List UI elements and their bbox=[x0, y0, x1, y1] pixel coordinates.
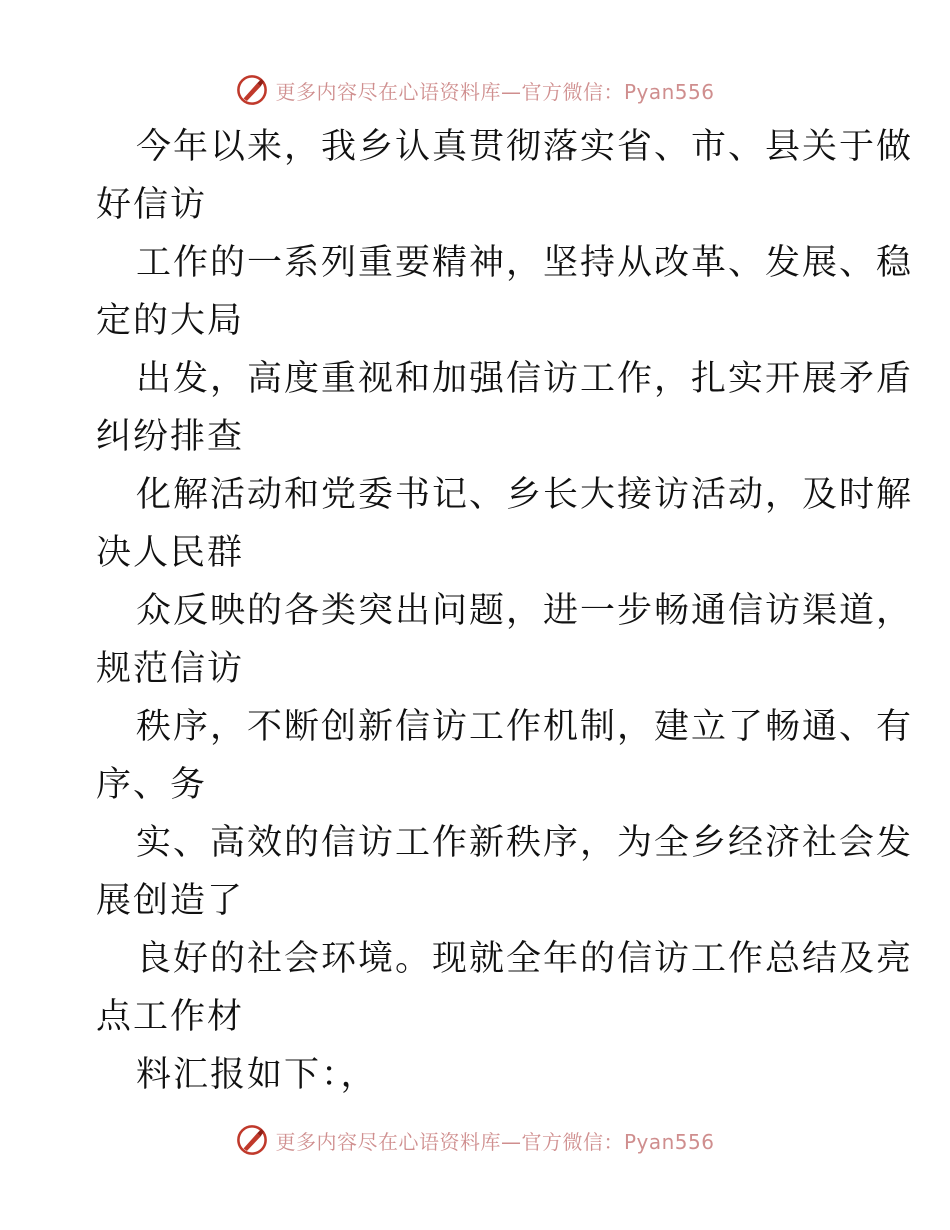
text-line: 规范信访 bbox=[96, 649, 245, 689]
footer-watermark-banner bbox=[0, 1120, 950, 1160]
text-line: 秩序，不断创新信访工作机制，建立了畅通、有 bbox=[136, 707, 914, 747]
footer-watermark-text: 更多内容尽在心语资料库—官方微信：Pyan556 bbox=[275, 1129, 715, 1154]
text-line: 点工作材 bbox=[96, 997, 245, 1037]
text-line: 展创造了 bbox=[96, 881, 245, 921]
header-watermark-banner bbox=[0, 70, 950, 110]
text-line: 好信访 bbox=[96, 185, 208, 225]
text-line: 定的大局 bbox=[96, 301, 245, 341]
text-line: 纠纷排查 bbox=[96, 417, 245, 457]
text-line: 料汇报如下：， bbox=[136, 1055, 378, 1095]
text-line: 今年以来，我乡认真贯彻落实省、市、县关于做 bbox=[136, 127, 914, 167]
document-body bbox=[96, 118, 914, 1104]
text-line: 出发，高度重视和加强信访工作，扎实开展矛盾 bbox=[136, 359, 914, 399]
text-line: 实、高效的信访工作新秩序，为全乡经济社会发 bbox=[136, 823, 914, 863]
header-watermark-text: 更多内容尽在心语资料库—官方微信：Pyan556 bbox=[275, 79, 715, 104]
text-line: 众反映的各类突出问题，进一步畅通信访渠道， bbox=[136, 591, 914, 631]
text-line: 良好的社会环境。现就全年的信访工作总结及亮 bbox=[136, 939, 914, 979]
text-line: 工作的一系列重要精神，坚持从改革、发展、稳 bbox=[136, 243, 914, 283]
pen-logo-icon bbox=[235, 73, 269, 107]
text-line: 化解活动和党委书记、乡长大接访活动，及时解 bbox=[136, 475, 914, 515]
text-line: 决人民群 bbox=[96, 533, 245, 573]
pen-logo-icon bbox=[235, 1123, 269, 1157]
text-line: 序、务 bbox=[96, 765, 208, 805]
